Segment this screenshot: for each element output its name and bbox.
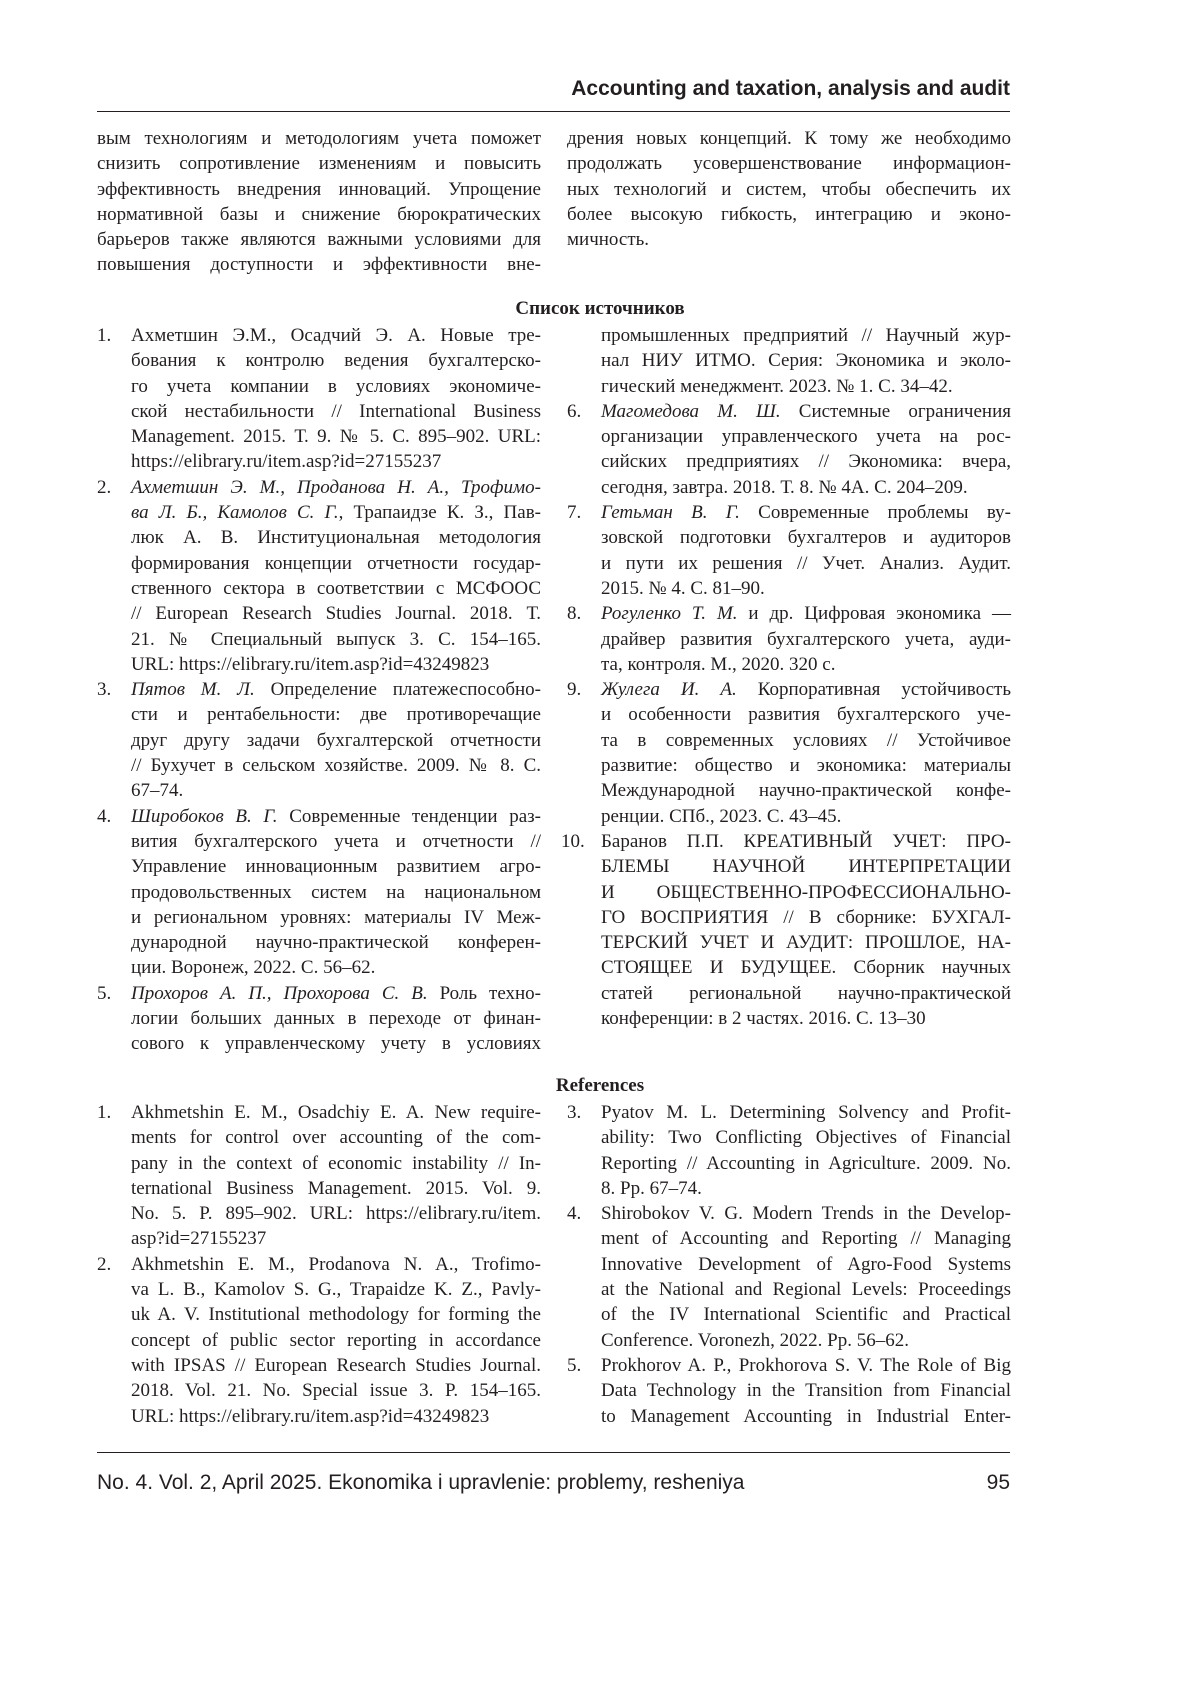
page-number: 95 — [987, 1471, 1010, 1495]
citation-text: Роль техно- — [428, 983, 541, 1004]
text-line: 67–74. — [131, 778, 541, 803]
author-names: Ахметшин Э. М., Проданова Н. А., Трофимо- — [131, 477, 541, 498]
text-line: та в современных условиях // Устойчивое — [601, 728, 1011, 753]
text-line: at the National and Regional Levels: Proceedings — [601, 1277, 1011, 1302]
text-line: Международной научно-практической конфе- — [601, 778, 1011, 803]
text-line: Akhmetshin E. M., Osadchiy E. A. New require- — [131, 1100, 541, 1125]
text-line: Prokhorov A. P., Prokhorova S. V. The Role of Big — [601, 1353, 1011, 1378]
text-line: Conference. Voronezh, 2022. Pp. 56–62. — [601, 1328, 1011, 1353]
text-line — [601, 399, 1011, 424]
reference-number: 6. — [567, 399, 581, 424]
reference-number: 3. — [567, 1100, 581, 1125]
reference-number: 1. — [97, 1100, 111, 1125]
reference-item — [567, 323, 1011, 399]
text-line: барьеров также являются важными условиями для — [97, 227, 541, 252]
sources-list-left — [97, 323, 541, 1057]
text-line: зовской подготовки бухгалтеров и аудиторов — [601, 525, 1011, 550]
reference-number: 8. — [567, 601, 581, 626]
text-line: логии больших данных в переходе от финан- — [131, 1006, 541, 1031]
reference-item — [567, 829, 1011, 1031]
text-line: // Бухучет в сельском хозяйстве. 2009. № 8. С. — [131, 753, 541, 778]
reference-item — [97, 981, 541, 1057]
reference-item — [97, 475, 541, 677]
text-line: uk A. V. Institutional methodology for forming the — [131, 1302, 541, 1327]
text-line: мичность. — [567, 227, 1011, 252]
text-line: va L. B., Kamolov S. G., Trapaidze K. Z., Pavly- — [131, 1277, 541, 1302]
text-line: вым технологиям и методологиям учета поможет — [97, 126, 541, 151]
citation-text: Современные тенденции раз- — [278, 806, 541, 827]
author-names: Гетьман В. Г. — [601, 502, 740, 523]
text-line: вития бухгалтерского учета и отчетности // — [131, 829, 541, 854]
text-line: промышленных предприятий // Научный жур- — [601, 323, 1011, 348]
reference-item — [567, 1100, 1011, 1201]
reference-number: 4. — [97, 804, 111, 829]
text-line: и региональном уровнях: материалы IV Меж- — [131, 905, 541, 930]
text-line: asp?id=27155237 — [131, 1226, 541, 1251]
sources-heading: Список источников — [0, 298, 1200, 320]
text-line — [131, 677, 541, 702]
reference-item — [567, 677, 1011, 829]
body-text-right — [567, 126, 1011, 252]
text-line: URL: https://elibrary.ru/item.asp?id=43249823 — [131, 1404, 541, 1429]
reference-item — [97, 677, 541, 803]
running-header: Accounting and taxation, analysis and audit — [571, 77, 1010, 101]
text-line: with IPSAS // European Research Studies Journal. — [131, 1353, 541, 1378]
text-line: ment of Accounting and Reporting // Managing — [601, 1226, 1011, 1251]
text-line: нал НИУ ИТМО. Серия: Экономика и эколо- — [601, 348, 1011, 373]
text-line: сового к управленческому учету в условиях — [131, 1031, 541, 1056]
text-line: более высокую гибкость, интеграцию и эконо- — [567, 202, 1011, 227]
text-line: Innovative Development of Agro-Food Systems — [601, 1252, 1011, 1277]
text-line: No. 5. P. 895–902. URL: https://elibrary.ru/item. — [131, 1201, 541, 1226]
text-line: организации управленческого учета на рос- — [601, 424, 1011, 449]
citation-text: и др. Цифровая экономика — — [738, 603, 1011, 624]
text-line: сегодня, завтра. 2018. Т. 8. № 4А. С. 204–209. — [601, 475, 1011, 500]
text-line: друг другу задачи бухгалтерской отчетности — [131, 728, 541, 753]
text-line: гический менеджмент. 2023. № 1. С. 34–42. — [601, 374, 1011, 399]
author-names: ва Л. Б., Камолов С. Г. — [131, 502, 339, 523]
text-line — [601, 601, 1011, 626]
reference-item — [97, 804, 541, 981]
footer-rule — [97, 1452, 1010, 1453]
text-line: URL: https://elibrary.ru/item.asp?id=43249823 — [131, 652, 541, 677]
text-line: сти и рентабельности: две противоречащие — [131, 702, 541, 727]
reference-item — [97, 323, 541, 475]
text-line: и пути их решения // Учет. Анализ. Аудит. — [601, 551, 1011, 576]
citation-text: Системные ограничения — [781, 401, 1011, 422]
reference-number: 7. — [567, 500, 581, 525]
text-line: драйвер развития бухгалтерского учета, ауди- — [601, 627, 1011, 652]
text-line: та, контроля. М., 2020. 320 с. — [601, 652, 1011, 677]
text-line: люк А. В. Институциональная методология — [131, 525, 541, 550]
text-line: ренции. СПб., 2023. С. 43–45. — [601, 804, 1011, 829]
text-line: ments for control over accounting of the com- — [131, 1125, 541, 1150]
text-line — [601, 500, 1011, 525]
text-line: ability: Two Conflicting Objectives of Financial — [601, 1125, 1011, 1150]
reference-number: 1. — [97, 323, 111, 348]
citation-text: Современные проблемы ву- — [740, 502, 1011, 523]
text-line: Data Technology in the Transition from Financial — [601, 1378, 1011, 1403]
text-line: to Management Accounting in Industrial Enter- — [601, 1404, 1011, 1429]
text-line: повышения доступности и эффективности вне- — [97, 252, 541, 277]
text-line: ТЕРСКИЙ УЧЕТ И АУДИТ: ПРОШЛОЕ, НА- — [601, 930, 1011, 955]
footer-journal-info: No. 4. Vol. 2, April 2025. Ekonomika i upravlenie: problemy, resheniya — [97, 1471, 744, 1495]
body-text-left — [97, 126, 541, 278]
text-line: Pyatov M. L. Determining Solvency and Profit- — [601, 1100, 1011, 1125]
text-line: формирования концепции отчетности государ- — [131, 551, 541, 576]
text-line: нормативной базы и снижение бюрократических — [97, 202, 541, 227]
reference-item — [567, 500, 1011, 601]
reference-number: 2. — [97, 475, 111, 500]
references-list-right — [567, 1100, 1011, 1429]
author-names: Прохоров А. П., Прохорова С. В. — [131, 983, 428, 1004]
text-line: БЛЕМЫ НАУЧНОЙ ИНТЕРПРЕТАЦИИ — [601, 854, 1011, 879]
text-line — [131, 475, 541, 500]
reference-item — [567, 1201, 1011, 1353]
text-line: ции. Воронеж, 2022. С. 56–62. — [131, 955, 541, 980]
reference-number: 10. — [561, 829, 585, 854]
author-names: Рогуленко Т. М. — [601, 603, 738, 624]
text-line: concept of public sector reporting in accordance — [131, 1328, 541, 1353]
text-line: Баранов П.П. КРЕАТИВНЫЙ УЧЕТ: ПРО- — [601, 829, 1011, 854]
author-names: Пятов М. Л. — [131, 679, 255, 700]
reference-item — [567, 399, 1011, 500]
text-line: Akhmetshin E. M., Prodanova N. A., Trofimo- — [131, 1252, 541, 1277]
text-line: 2015. № 4. С. 81–90. — [601, 576, 1011, 601]
citation-text: , Трапаидзе К. З., Пав- — [339, 502, 541, 523]
text-line: ственного сектора в соответствии с МСФООС — [131, 576, 541, 601]
text-line: развитие: общество и экономика: материалы — [601, 753, 1011, 778]
sources-list-right — [567, 323, 1011, 1031]
text-line: of the IV International Scientific and Practical — [601, 1302, 1011, 1327]
text-line: дрения новых концепций. К тому же необходимо — [567, 126, 1011, 151]
text-line: // European Research Studies Journal. 2018. Т. — [131, 601, 541, 626]
references-list-left — [97, 1100, 541, 1429]
text-line: снизить сопротивление изменениям и повысить — [97, 151, 541, 176]
reference-item — [567, 601, 1011, 677]
references-heading: References — [0, 1075, 1200, 1097]
reference-number: 2. — [97, 1252, 111, 1277]
text-line: Management. 2015. Т. 9. № 5. С. 895–902. URL: — [131, 424, 541, 449]
reference-number: 5. — [567, 1353, 581, 1378]
citation-text: Определение платежеспособно- — [255, 679, 541, 700]
text-line: эффективность внедрения инноваций. Упрощение — [97, 177, 541, 202]
text-line — [131, 981, 541, 1006]
text-line: продолжать усовершенствование информацион- — [567, 151, 1011, 176]
reference-item — [97, 1252, 541, 1429]
text-line: Shirobokov V. G. Modern Trends in the Develop- — [601, 1201, 1011, 1226]
text-line — [131, 804, 541, 829]
text-line: ской нестабильности // International Business — [131, 399, 541, 424]
reference-number: 5. — [97, 981, 111, 1006]
text-line: статей региональной научно-практической — [601, 981, 1011, 1006]
text-line: Управление инновационным развитием агро- — [131, 854, 541, 879]
text-line: СТОЯЩЕЕ И БУДУЩЕЕ. Сборник научных — [601, 955, 1011, 980]
author-names: Широбоков В. Г. — [131, 806, 278, 827]
author-names: Магомедова М. Ш. — [601, 401, 781, 422]
text-line: ternational Business Management. 2015. Vol. 9. — [131, 1176, 541, 1201]
reference-number: 9. — [567, 677, 581, 702]
text-line: pany in the context of economic instability // In- — [131, 1151, 541, 1176]
reference-number: 3. — [97, 677, 111, 702]
text-line — [131, 500, 541, 525]
text-line: продовольственных систем на национальном — [131, 880, 541, 905]
text-line: 21. № Специальный выпуск 3. С. 154–165. — [131, 627, 541, 652]
reference-item — [97, 1100, 541, 1252]
text-line: ных технологий и систем, чтобы обеспечить их — [567, 177, 1011, 202]
text-line: го учета компании в условиях экономиче- — [131, 374, 541, 399]
header-rule — [97, 111, 1010, 112]
reference-item — [567, 1353, 1011, 1429]
text-line: сийских предприятиях // Экономика: вчера, — [601, 449, 1011, 474]
text-line: И ОБЩЕСТВЕННО-ПРОФЕССИОНАЛЬНО- — [601, 880, 1011, 905]
author-names: Жулега И. А. — [601, 679, 737, 700]
text-line: ГО ВОСПРИЯТИЯ // В сборнике: БУХГАЛ- — [601, 905, 1011, 930]
text-line: бования к контролю ведения бухгалтерско- — [131, 348, 541, 373]
text-line — [601, 677, 1011, 702]
citation-text: Корпоративная устойчивость — [737, 679, 1011, 700]
text-line: Reporting // Accounting in Agriculture. 2009. No. — [601, 1151, 1011, 1176]
text-line: 2018. Vol. 21. No. Special issue 3. P. 154–165. — [131, 1378, 541, 1403]
text-line: и особенности развития бухгалтерского уче- — [601, 702, 1011, 727]
text-line: 8. Pp. 67–74. — [601, 1176, 1011, 1201]
text-line: конференции: в 2 частях. 2016. С. 13–30 — [601, 1006, 1011, 1031]
text-line: https://elibrary.ru/item.asp?id=27155237 — [131, 449, 541, 474]
text-line: Ахметшин Э.М., Осадчий Э. А. Новые тре- — [131, 323, 541, 348]
text-line: дународной научно-практической конферен- — [131, 930, 541, 955]
reference-number: 4. — [567, 1201, 581, 1226]
